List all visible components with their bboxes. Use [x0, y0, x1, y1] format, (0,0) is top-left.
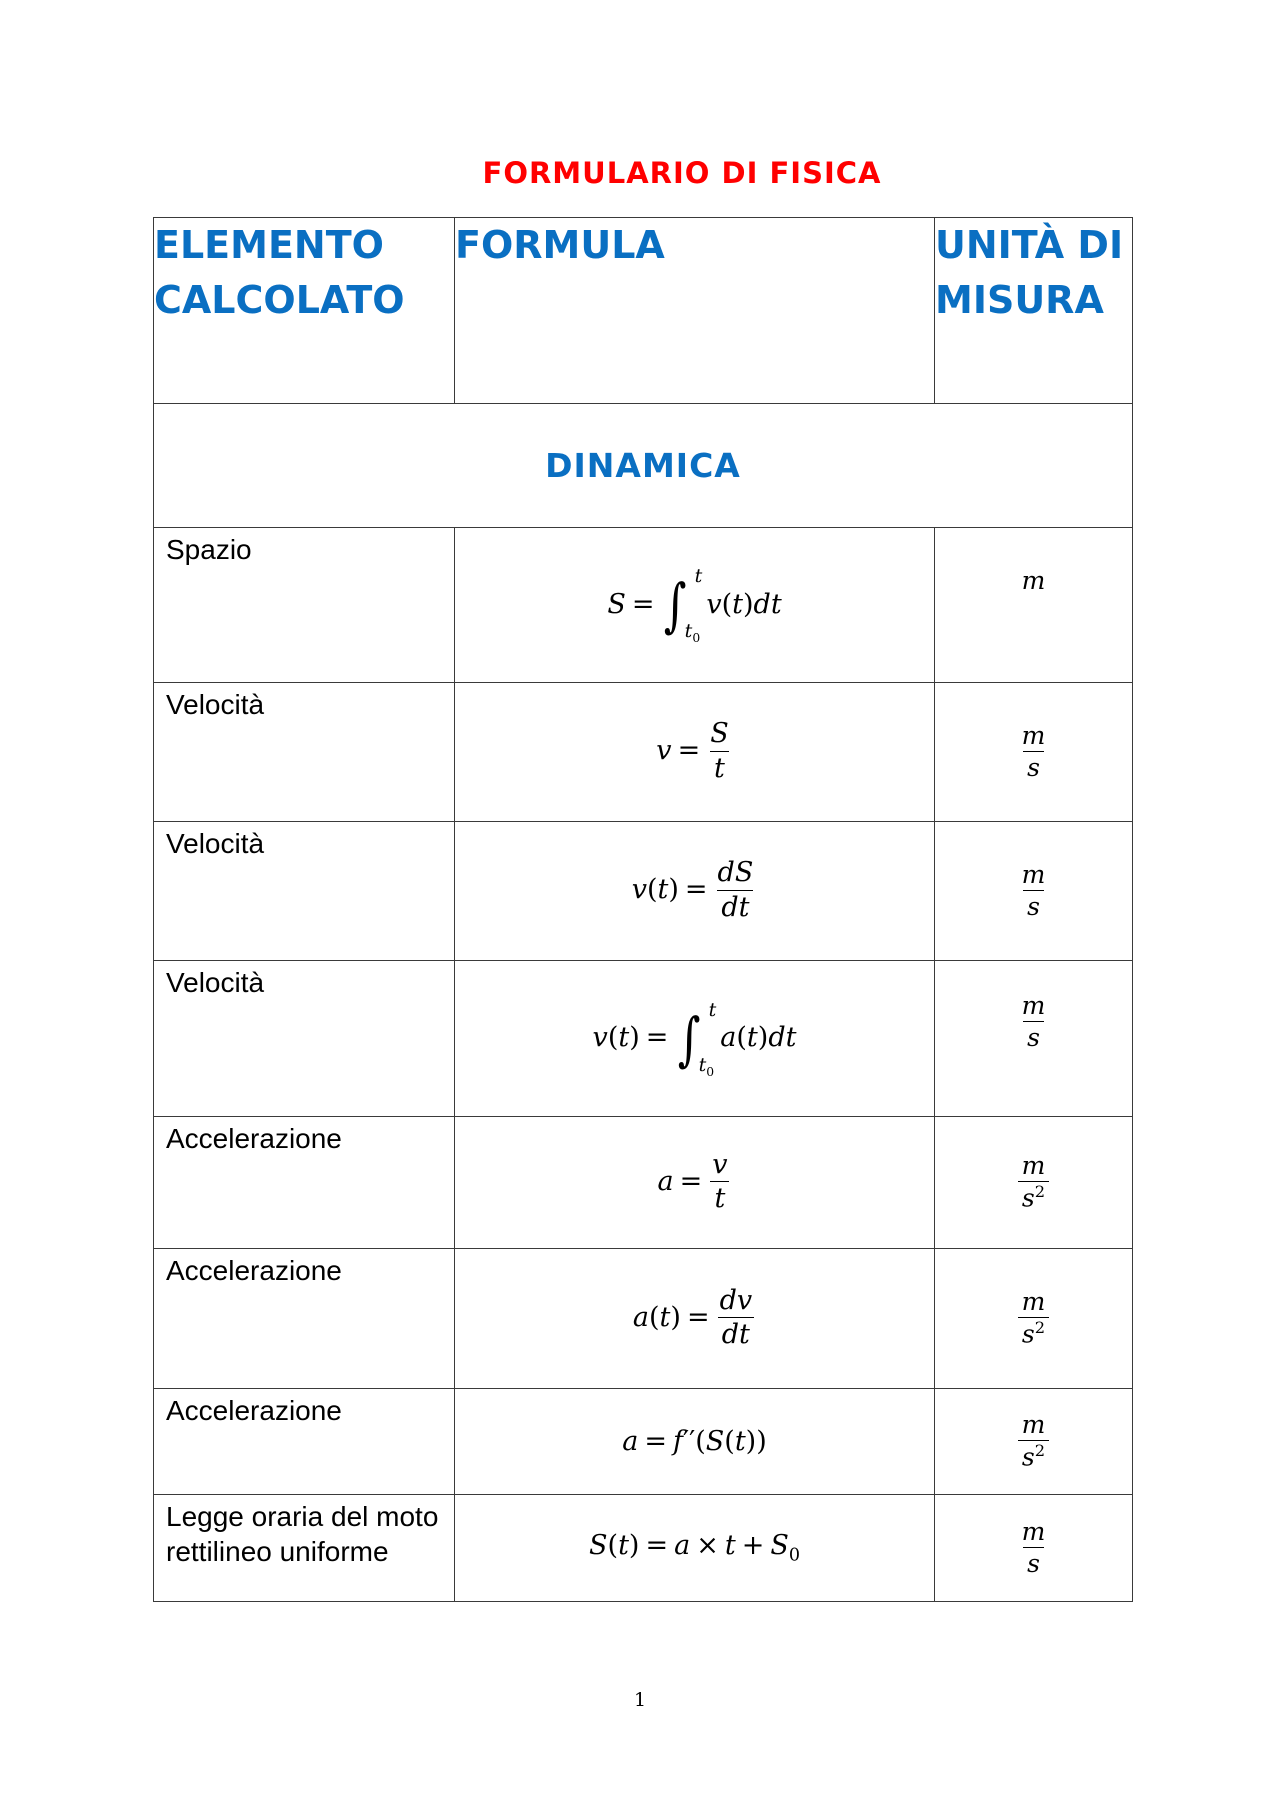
unit-meter-per-second: $\frac{m}{s}$: [1021, 1516, 1046, 1578]
formula-cell: [455, 528, 935, 683]
table-row: [154, 528, 1133, 683]
table-row: [154, 1495, 1133, 1602]
unit-meter-per-second: $\frac{m}{s}$: [1021, 720, 1046, 782]
formula-table: [153, 217, 1133, 1602]
formula-cell: [455, 1249, 935, 1389]
unit-cell: [935, 528, 1133, 683]
section-title-dinamica: DINAMICA: [154, 404, 1133, 528]
unit-cell: [935, 1117, 1133, 1249]
table-row: [154, 961, 1133, 1117]
element-cell: Legge oraria del moto rettilineo uniforme: [154, 1495, 455, 1602]
formula-accelerazione-rapporto: a = $\frac{v}{t}$: [657, 1148, 728, 1215]
element-cell: Accelerazione: [154, 1249, 455, 1389]
unit-cell: [935, 1389, 1133, 1495]
section-row: [154, 404, 1133, 528]
formula-cell: [455, 961, 935, 1117]
header-elemento-calcolato: ELEMENTO CALCOLATO: [154, 218, 455, 404]
page-number: 1: [633, 1689, 647, 1711]
unit-meter-per-second: $\frac{m}{s}$: [1021, 991, 1046, 1052]
formula-spazio-integral: S = ∫ t $t_0$ v(t)dt: [607, 565, 782, 645]
formula-cell: [455, 683, 935, 822]
table-row: [154, 822, 1133, 961]
formula-velocita-integral: v(t) = ∫ t $t_0$ a(t)dt: [592, 998, 797, 1079]
element-cell: Velocità: [154, 961, 455, 1117]
formula-velocita-derivata: v(t) = $\frac{dS}{dt}$: [631, 857, 754, 923]
element-cell: Accelerazione: [154, 1389, 455, 1495]
formula-accelerazione-derivata-seconda: a = f′′(S(t)): [622, 1426, 767, 1457]
document-title: FORMULARIO DI FISICA: [482, 156, 882, 190]
unit-meter-per-second-squared: $\frac{m}{s^2}$: [1018, 1410, 1050, 1473]
unit-cell: [935, 822, 1133, 961]
formula-legge-oraria: $S(t) = a \times t + S_0$: [589, 1530, 800, 1566]
unit-cell: [935, 683, 1133, 822]
table-header-row: [154, 218, 1133, 404]
header-unita-di-misura: UNITÀ DI MISURA: [935, 218, 1133, 404]
unit-meter-per-second-squared: $\frac{m}{s^2}$: [1018, 1151, 1050, 1214]
formula-velocita-rapporto: v = $\frac{S}{t}$: [656, 718, 729, 784]
unit-cell: [935, 1249, 1133, 1389]
element-cell: Spazio: [154, 528, 455, 683]
formula-cell: [455, 1495, 935, 1602]
table-row: [154, 1249, 1133, 1389]
unit-cell: [935, 961, 1133, 1117]
element-cell: Accelerazione: [154, 1117, 455, 1249]
unit-meter: m: [1021, 566, 1046, 595]
formula-cell: [455, 822, 935, 961]
header-formula: FORMULA: [455, 218, 935, 404]
unit-meter-per-second: $\frac{m}{s}$: [1021, 859, 1046, 921]
unit-cell: [935, 1495, 1133, 1602]
element-cell: Velocità: [154, 822, 455, 961]
table-row: [154, 1117, 1133, 1249]
table-row: [154, 683, 1133, 822]
formula-cell: [455, 1389, 935, 1495]
table-row: [154, 1389, 1133, 1495]
formula-accelerazione-derivata: a(t) = $\frac{dv}{dt}$: [632, 1284, 753, 1351]
formula-cell: [455, 1117, 935, 1249]
element-cell: Velocità: [154, 683, 455, 822]
unit-meter-per-second-squared: $\frac{m}{s^2}$: [1018, 1287, 1050, 1350]
